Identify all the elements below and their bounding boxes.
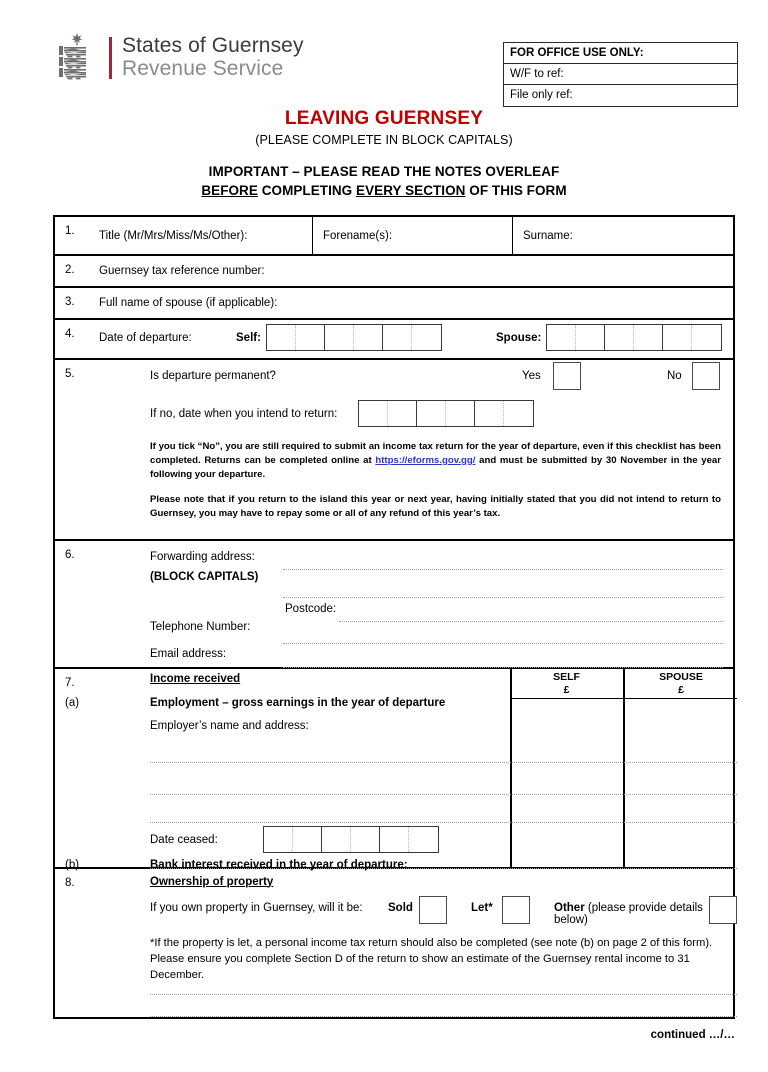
date-cell[interactable] [388,401,417,426]
section-8-ownership-of-property-row [55,869,733,1017]
permanent-yes-checkbox[interactable] [553,362,581,390]
email-input[interactable] [283,667,723,668]
block-capitals-label: (BLOCK CAPITALS) [150,570,259,583]
eforms-link[interactable]: https://eforms.gov.gg/ [375,454,476,466]
section-2-tax-reference-row[interactable] [55,256,733,288]
section-7-income-received-row [55,669,733,869]
postcode-input[interactable] [339,621,723,622]
notice-of-this-form-word: OF THIS FORM [465,183,567,198]
surname-field-cell[interactable] [513,217,733,254]
important-notice-line-1: IMPORTANT – PLEASE READ THE NOTES OVERLEAF [208,164,560,179]
date-cell[interactable] [412,325,441,350]
section-7-number: 7. [65,676,75,689]
employer-address-line-2-input[interactable] [150,794,737,795]
date-cell[interactable] [663,325,692,350]
spouse-currency-symbol: £ [678,684,684,697]
let-checkbox[interactable] [502,896,530,924]
spouse-header-text: SPOUSE [659,670,703,683]
states-of-guernsey-logo [57,32,304,84]
section-1-number: 1. [65,225,75,237]
telephone-label: Telephone Number: [150,620,251,633]
date-cell[interactable] [359,401,388,426]
date-ceased-input[interactable] [263,826,439,853]
page-subtitle: (PLEASE COMPLETE IN BLOCK CAPITALS) [255,133,513,147]
section-5-departure-permanent-row [55,360,733,541]
logo-divider-rule [109,37,112,79]
forwarding-address-label: Forwarding address: [150,550,255,563]
page-header [0,18,768,101]
income-received-title: Income received [150,672,241,685]
title-field-label: Title (Mr/Mrs/Miss/Ms/Other): [99,229,248,242]
section-4-number: 4. [65,328,75,340]
employer-address-line-3-input[interactable] [150,822,737,823]
date-ceased-label: Date ceased: [150,833,218,846]
property-details-line-1-input[interactable] [150,994,737,995]
bank-interest-label: Bank interest received in the year of departure: [150,858,408,871]
section-1-name-row [55,217,733,256]
date-cell[interactable] [475,401,504,426]
date-cell[interactable] [354,325,383,350]
email-label: Email address: [150,647,227,660]
section-3-spouse-name-row[interactable] [55,288,733,320]
logo-line-1: States of Guernsey [122,34,304,58]
date-cell[interactable] [322,827,351,852]
date-cell[interactable] [409,827,438,852]
surname-field-label: Surname: [523,229,573,242]
departure-self-label: Self: [236,332,261,344]
other-label [554,902,733,926]
spouse-name-label: Full name of spouse (if applicable): [99,297,278,309]
for-office-use-box [503,42,738,107]
ownership-question: If you own property in Guernsey, will it be: [150,901,363,914]
employer-address-line-1-input[interactable] [150,762,737,763]
date-cell[interactable] [576,325,605,350]
departure-self-date-input[interactable] [266,324,442,351]
intend-to-return-label: If no, date when you intend to return: [150,408,338,420]
sold-label: Sold [388,901,413,914]
notice-completing-word: COMPLETING [257,183,357,198]
important-notice-line-2 [0,183,768,198]
date-cell[interactable] [383,325,412,350]
leaving-guernsey-form [53,215,735,1019]
section-8-number: 8. [65,876,75,889]
intend-to-return-date-input[interactable] [358,400,534,427]
self-currency-symbol: £ [563,684,570,697]
section-6-number: 6. [65,548,75,561]
date-cell[interactable] [296,325,325,350]
section-5-paragraph-2: Please note that if you return to the island this year or next year, having initially stated that you did not intend to return to Guernsey, you may have to repay some or all of any refund of this year’s tax. [150,493,721,519]
date-cell[interactable] [380,827,409,852]
date-cell[interactable] [267,325,296,350]
departure-spouse-date-input[interactable] [546,324,722,351]
date-cell[interactable] [446,401,475,426]
section-8-note: *If the property is let, a personal income tax return should also be completed (see note (b) on page 2 of this form). Please ensure you complete Section D of the return to show an estimate of the Guernsey rental income to 31 December. [150,936,713,981]
section-2-number: 2. [65,264,75,276]
office-file-only-ref-field[interactable]: File only ref: [510,89,573,101]
para1-text-after-link: and must be submitted by 30 November in the year following your departure. [150,454,721,480]
tax-reference-label: Guernsey tax reference number: [99,265,265,277]
self-column-header [510,671,623,698]
section-7a-marker: (a) [65,696,80,709]
section-6-forwarding-address-row [55,541,733,669]
permanent-no-label: No [667,370,682,382]
section-7b-marker: (b) [65,858,80,871]
other-label-rest: (please provide details below) [554,901,703,926]
continued-marker: continued …/… [650,1029,735,1041]
spouse-column-header [625,671,737,698]
date-cell[interactable] [417,401,446,426]
postcode-label: Postcode: [285,602,337,615]
telephone-input[interactable] [283,643,723,644]
forename-field-cell[interactable] [313,217,513,254]
section-3-number: 3. [65,296,75,308]
office-use-title: FOR OFFICE USE ONLY: [504,43,737,64]
office-wf-to-ref-field[interactable]: W/F to ref: [504,64,737,85]
employer-name-address-label: Employer’s name and address: [150,719,309,732]
address-line-2-input[interactable] [283,597,723,598]
notice-every-section-word: EVERY SECTION [356,183,466,198]
page-title: LEAVING GUERNSEY [284,108,484,129]
property-details-line-2-input[interactable] [150,1016,737,1017]
notice-before-word: BEFORE [201,183,258,198]
date-cell[interactable] [547,325,576,350]
address-line-1-input[interactable] [283,569,723,570]
forename-field-label: Forename(s): [323,229,393,242]
logo-wordmark [122,35,304,80]
let-label: Let* [471,901,493,914]
date-cell[interactable] [504,401,533,426]
sold-checkbox[interactable] [419,896,447,924]
document-title-area [0,108,768,198]
ownership-of-property-title: Ownership of property [150,875,274,888]
date-cell[interactable] [351,827,380,852]
departure-permanent-question: Is departure permanent? [150,370,276,382]
date-cell[interactable] [634,325,663,350]
other-label-bold: Other [554,901,585,914]
date-cell[interactable] [692,325,721,350]
permanent-no-checkbox[interactable] [692,362,720,390]
date-cell[interactable] [293,827,322,852]
date-cell[interactable] [325,325,354,350]
self-header-text: SELF [553,670,580,683]
date-cell[interactable] [264,827,293,852]
date-cell[interactable] [605,325,634,350]
permanent-yes-label: Yes [522,370,541,382]
section-5-number: 5. [65,368,75,380]
guernsey-crest-icon [57,32,101,84]
employment-earnings-label: Employment – gross earnings in the year of departure [150,696,446,709]
section-4-date-of-departure-row [55,320,733,360]
logo-line-2: Revenue Service [122,57,284,80]
date-of-departure-label: Date of departure: [99,332,192,344]
departure-spouse-label: Spouse: [496,332,542,344]
para1-text-before-link: If you tick “No”, you are still required to submit an income tax return for the year of departure, even if this checklist has been completed. Returns can be completed online at [150,441,721,466]
other-checkbox[interactable] [709,896,737,924]
